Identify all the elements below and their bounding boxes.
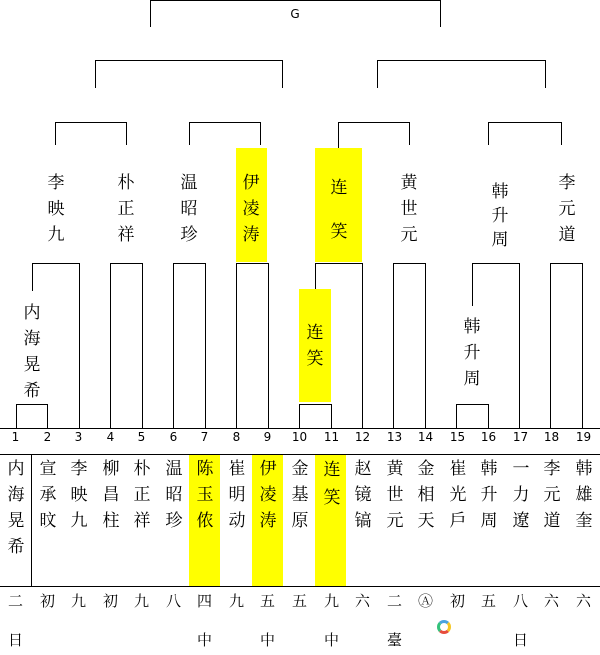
- player-rank: 五: [480, 592, 496, 610]
- player-name: 韩 升 周: [480, 459, 498, 531]
- player-rank: 六: [354, 592, 370, 610]
- player-rank: 五: [291, 592, 307, 610]
- player-name: 李 元 道: [543, 459, 561, 531]
- player-number: 16: [480, 430, 497, 444]
- player-nation: 中: [196, 631, 212, 649]
- player-nation: 中: [259, 631, 275, 649]
- r1-winner-1: [19, 300, 45, 404]
- player-rank: 二: [386, 592, 402, 610]
- player-name: 金 相 天: [417, 459, 435, 531]
- r2-winner-1: [43, 170, 69, 248]
- player-name: 温 昭 珍: [165, 459, 183, 531]
- player-number: 2: [43, 430, 52, 444]
- player-rank: 五: [259, 592, 275, 610]
- player-number: 8: [232, 430, 241, 444]
- player-number: 4: [106, 430, 115, 444]
- r2-winner-7: [478, 180, 522, 252]
- player-name: 崔 光 戶: [449, 459, 467, 531]
- r2-winner-8: [554, 170, 580, 248]
- player-rank: 初: [102, 592, 118, 610]
- player-name: 连 笑: [323, 460, 341, 508]
- r1-winner-3-name: 韩 升 周: [463, 317, 481, 389]
- player-number: 15: [449, 430, 466, 444]
- player-name: 宣 承 旼: [39, 459, 57, 531]
- player-nation: 中: [323, 631, 339, 649]
- player-rank: 二: [7, 592, 23, 610]
- player-name: 金 基 原: [291, 459, 309, 531]
- player-name: 崔 明 动: [228, 459, 246, 531]
- player-name: 伊 凌 涛: [259, 459, 277, 531]
- r2-winner-5: [326, 166, 352, 254]
- r1-winner-1-name: 内 海 晃 希: [23, 303, 41, 401]
- r2-winner-2: [113, 170, 139, 248]
- player-rank: 四: [196, 592, 212, 610]
- player-number: 11: [323, 430, 340, 444]
- r2-winner-3-name: 温 昭 珍: [180, 173, 198, 245]
- player-rank: 九: [323, 592, 339, 610]
- player-number: 17: [512, 430, 529, 444]
- r2-winner-6: [396, 170, 422, 248]
- r2-winner-1-name: 李 映 九: [47, 173, 65, 245]
- player-number: 1: [11, 430, 20, 444]
- player-number: 12: [354, 430, 371, 444]
- r2-winner-8-name: 李 元 道: [558, 173, 576, 245]
- r2-winner-6-name: 黄 世 元: [400, 173, 418, 245]
- player-number: 19: [575, 430, 592, 444]
- player-name: 柳 昌 柱: [102, 459, 120, 531]
- player-rank: 九: [228, 592, 244, 610]
- r2-winner-2-name: 朴 正 祥: [117, 173, 135, 245]
- player-rank: 八: [512, 592, 528, 610]
- player-number: 3: [74, 430, 83, 444]
- r2-winner-5-name: 连 笑: [330, 178, 348, 242]
- player-nation: 臺: [386, 631, 402, 649]
- r2-winner-4: [238, 170, 264, 248]
- final-label: G: [290, 7, 300, 21]
- player-name: 李 映 九: [70, 459, 88, 531]
- r1-winner-2-name: 连 笑: [306, 323, 324, 369]
- player-nation: 日: [7, 631, 23, 649]
- player-number: 7: [200, 430, 209, 444]
- player-name: 赵 镜 镐: [354, 459, 372, 531]
- player-name: 朴 正 祥: [133, 459, 151, 531]
- player-number: 14: [417, 430, 434, 444]
- player-rank: 九: [70, 592, 86, 610]
- ring-logo-icon: [437, 620, 451, 634]
- r2-winner-4-name: 伊 凌 涛: [242, 173, 260, 245]
- player-name: 韩 雄 奎: [575, 459, 593, 531]
- r2-winner-7-name: 韩 升 周: [491, 182, 509, 250]
- player-nation: 日: [512, 631, 528, 649]
- player-rank: 初: [449, 592, 465, 610]
- player-rank: 六: [575, 592, 591, 610]
- r2-winner-3: [176, 170, 202, 248]
- player-number: 5: [137, 430, 146, 444]
- player-rank: 六: [543, 592, 559, 610]
- player-rank: 初: [39, 592, 55, 610]
- player-number: 9: [263, 430, 272, 444]
- player-rank: Ⓐ: [417, 592, 433, 610]
- player-number: 18: [543, 430, 560, 444]
- player-name: 一 力 遼: [512, 459, 530, 531]
- player-name: 黄 世 元: [386, 459, 404, 531]
- player-number: 13: [386, 430, 403, 444]
- player-name: 陈 玉 侬: [196, 459, 214, 531]
- player-rank: 九: [133, 592, 149, 610]
- player-number: 10: [291, 430, 308, 444]
- player-number: 6: [169, 430, 178, 444]
- r1-winner-2: [302, 320, 328, 372]
- player-name: 内 海 晃 希: [7, 459, 25, 557]
- player-rank: 八: [165, 592, 181, 610]
- r1-winner-3: [459, 314, 485, 392]
